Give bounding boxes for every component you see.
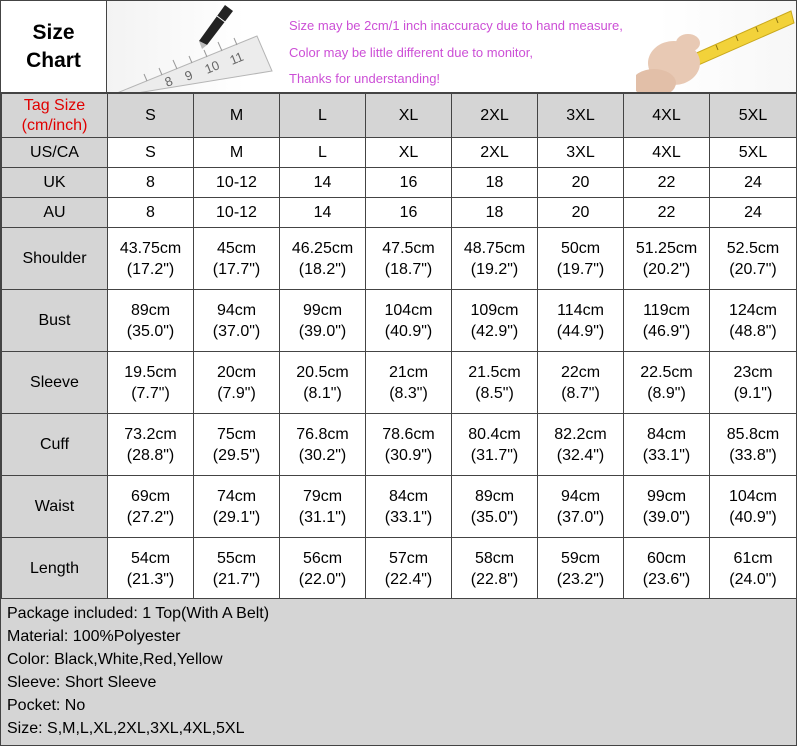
inch-value: (18.2") bbox=[298, 260, 347, 278]
inch-value: (20.2") bbox=[642, 260, 691, 278]
table-cell bbox=[108, 414, 194, 476]
inch-value: (9.1") bbox=[733, 384, 773, 402]
info-sleeve: Sleeve: Short Sleeve bbox=[7, 674, 157, 691]
table-cell bbox=[538, 414, 624, 476]
table-cell: 18 bbox=[452, 168, 538, 198]
cm-value: 51.25cm bbox=[635, 239, 698, 257]
cuff-row bbox=[2, 414, 797, 476]
note-thanks: Thanks for understanding! bbox=[289, 71, 441, 86]
cm-value: 76.8cm bbox=[296, 425, 349, 443]
size-header-cell: 2XL bbox=[452, 94, 538, 138]
uk-row bbox=[2, 168, 797, 198]
info-color: Color: Black,White,Red,Yellow bbox=[7, 651, 223, 668]
size-header-cell: 5XL bbox=[710, 94, 797, 138]
table-cell bbox=[710, 414, 797, 476]
inch-value: (35.0") bbox=[470, 508, 519, 526]
cm-value: 57cm bbox=[388, 549, 429, 567]
cm-value: 99cm bbox=[646, 487, 687, 505]
table-cell bbox=[538, 476, 624, 538]
size-chart-title bbox=[1, 1, 107, 93]
table-cell: 18 bbox=[452, 198, 538, 228]
table-cell bbox=[624, 352, 710, 414]
table-cell: 20 bbox=[538, 198, 624, 228]
cm-value: 78.6cm bbox=[382, 425, 435, 443]
inch-value: (35.0") bbox=[126, 322, 175, 340]
cm-value: 124cm bbox=[728, 301, 778, 319]
table-cell bbox=[366, 476, 452, 538]
row-label: Waist bbox=[2, 476, 108, 538]
cm-value: 52.5cm bbox=[726, 239, 780, 257]
cm-value: 22.5cm bbox=[640, 363, 693, 381]
table-cell bbox=[280, 476, 366, 538]
cm-value: 20.5cm bbox=[296, 363, 349, 381]
table-cell: 2XL bbox=[452, 138, 538, 168]
inch-value: (22.8") bbox=[470, 570, 519, 588]
table-cell bbox=[280, 352, 366, 414]
table-cell bbox=[538, 290, 624, 352]
cm-value: 43.75cm bbox=[119, 239, 182, 257]
table-cell: M bbox=[194, 138, 280, 168]
inch-value: (22.0") bbox=[298, 570, 347, 588]
inch-value: (30.9") bbox=[384, 446, 433, 464]
table-cell: 14 bbox=[280, 168, 366, 198]
title-line-1: Size bbox=[32, 20, 75, 44]
table-cell: 16 bbox=[366, 198, 452, 228]
inch-value: (37.0") bbox=[556, 508, 605, 526]
cm-value: 99cm bbox=[302, 301, 343, 319]
table-cell bbox=[194, 290, 280, 352]
cm-value: 46.25cm bbox=[291, 239, 354, 257]
cm-value: 84cm bbox=[646, 425, 687, 443]
table-cell bbox=[366, 352, 452, 414]
cm-value: 114cm bbox=[557, 301, 604, 319]
inch-value: (7.9") bbox=[217, 384, 256, 402]
inch-value: (40.9") bbox=[384, 322, 433, 340]
table-cell bbox=[280, 290, 366, 352]
table-cell: S bbox=[108, 138, 194, 168]
table-cell: 10-12 bbox=[194, 198, 280, 228]
table-cell bbox=[538, 352, 624, 414]
note-hand-measure: Size may be 2cm/1 inch inaccuracy due to hand measure, bbox=[289, 18, 623, 33]
cm-value: 94cm bbox=[560, 487, 601, 505]
table-cell bbox=[624, 228, 710, 290]
size-header-cell: L bbox=[280, 94, 366, 138]
inch-value: (33.1") bbox=[384, 508, 433, 526]
inch-value: (8.9") bbox=[647, 384, 686, 402]
table-cell bbox=[624, 414, 710, 476]
inch-value: (46.9") bbox=[642, 322, 691, 340]
tape-measure-hand-illustration bbox=[636, 1, 796, 93]
table-cell bbox=[280, 414, 366, 476]
table-cell bbox=[366, 414, 452, 476]
table-cell bbox=[194, 414, 280, 476]
cm-value: 55cm bbox=[216, 549, 257, 567]
inch-value: (19.7") bbox=[556, 260, 605, 278]
measurement-banner bbox=[107, 1, 796, 93]
inch-value: (31.7") bbox=[470, 446, 519, 464]
table-cell bbox=[624, 538, 710, 600]
inch-value: (21.7") bbox=[212, 570, 261, 588]
cm-value: 89cm bbox=[474, 487, 515, 505]
cm-value: 82.2cm bbox=[554, 425, 607, 443]
cm-value: 89cm bbox=[130, 301, 171, 319]
inch-value: (33.8") bbox=[729, 446, 777, 464]
cm-value: 19.5cm bbox=[124, 363, 177, 381]
cm-value: 109cm bbox=[470, 301, 519, 319]
cm-value: 58cm bbox=[474, 549, 515, 567]
cm-value: 119cm bbox=[643, 301, 690, 319]
table-cell: 5XL bbox=[710, 138, 797, 168]
inch-value: (27.2") bbox=[126, 508, 175, 526]
table-cell bbox=[280, 228, 366, 290]
cm-value: 45cm bbox=[216, 239, 257, 257]
inch-value: (20.7") bbox=[729, 260, 777, 278]
cm-value: 21cm bbox=[388, 363, 429, 381]
inch-value: (28.8") bbox=[126, 446, 175, 464]
sleeve-row bbox=[2, 352, 797, 414]
cm-value: 22cm bbox=[560, 363, 601, 381]
tag-size-row bbox=[2, 94, 797, 138]
note-color-monitor: Color may be little different due to monitor, bbox=[289, 45, 533, 60]
inch-value: (21.3") bbox=[126, 570, 175, 588]
table-cell bbox=[538, 538, 624, 600]
cm-value: 48.75cm bbox=[463, 239, 526, 257]
ruler-number-4: 11 bbox=[227, 48, 246, 68]
inch-value: (7.7") bbox=[131, 384, 170, 402]
cm-value: 50cm bbox=[560, 239, 601, 257]
cm-value: 54cm bbox=[130, 549, 171, 567]
table-cell bbox=[194, 228, 280, 290]
tag-size-label-line-2: (cm/inch) bbox=[21, 116, 88, 134]
table-cell: 10-12 bbox=[194, 168, 280, 198]
table-cell bbox=[452, 476, 538, 538]
row-label: Sleeve bbox=[2, 352, 108, 414]
au-row bbox=[2, 198, 797, 228]
cm-value: 84cm bbox=[388, 487, 429, 505]
inch-value: (42.9") bbox=[470, 322, 519, 340]
table-cell bbox=[108, 352, 194, 414]
size-header-cell: 3XL bbox=[538, 94, 624, 138]
inch-value: (48.8") bbox=[729, 322, 777, 340]
inch-value: (29.5") bbox=[212, 446, 261, 464]
table-cell bbox=[194, 538, 280, 600]
table-cell: 8 bbox=[108, 168, 194, 198]
inch-value: (39.0") bbox=[642, 508, 691, 526]
table-cell: 22 bbox=[624, 168, 710, 198]
cm-value: 104cm bbox=[728, 487, 778, 505]
inch-value: (44.9") bbox=[556, 322, 605, 340]
cm-value: 21.5cm bbox=[468, 363, 521, 381]
table-cell bbox=[452, 538, 538, 600]
table-cell: L bbox=[280, 138, 366, 168]
table-cell: 20 bbox=[538, 168, 624, 198]
table-cell bbox=[108, 538, 194, 600]
size-header-cell: M bbox=[194, 94, 280, 138]
table-cell bbox=[452, 414, 538, 476]
cm-value: 75cm bbox=[216, 425, 257, 443]
inch-value: (17.7") bbox=[212, 260, 261, 278]
table-cell bbox=[108, 476, 194, 538]
inch-value: (30.2") bbox=[298, 446, 347, 464]
inch-value: (24.0") bbox=[729, 570, 777, 588]
cm-value: 59cm bbox=[560, 549, 601, 567]
cm-value: 73.2cm bbox=[124, 425, 177, 443]
table-cell: 14 bbox=[280, 198, 366, 228]
size-table bbox=[1, 93, 797, 600]
inch-value: (39.0") bbox=[298, 322, 347, 340]
table-cell bbox=[710, 476, 797, 538]
table-cell: 22 bbox=[624, 198, 710, 228]
row-label: Length bbox=[2, 538, 108, 600]
table-cell: 24 bbox=[710, 198, 797, 228]
table-cell: 3XL bbox=[538, 138, 624, 168]
inch-value: (31.1") bbox=[298, 508, 347, 526]
table-cell: 24 bbox=[710, 168, 797, 198]
cm-value: 61cm bbox=[733, 549, 773, 567]
table-cell bbox=[194, 352, 280, 414]
table-cell: 8 bbox=[108, 198, 194, 228]
inch-value: (8.5") bbox=[475, 384, 514, 402]
table-cell: 4XL bbox=[624, 138, 710, 168]
table-cell bbox=[710, 290, 797, 352]
cm-value: 23cm bbox=[733, 363, 773, 381]
cm-value: 47.5cm bbox=[382, 239, 435, 257]
info-pocket: Pocket: No bbox=[7, 697, 86, 714]
length-row bbox=[2, 538, 797, 600]
row-label: Cuff bbox=[2, 414, 108, 476]
table-cell bbox=[366, 290, 452, 352]
table-cell bbox=[452, 290, 538, 352]
table-cell bbox=[366, 538, 452, 600]
inch-value: (32.4") bbox=[556, 446, 605, 464]
cm-value: 85.8cm bbox=[726, 425, 780, 443]
cm-value: 80.4cm bbox=[468, 425, 521, 443]
table-cell bbox=[538, 228, 624, 290]
ruler-number-3: 10 bbox=[202, 57, 222, 77]
shoulder-row bbox=[2, 228, 797, 290]
info-package: Package included: 1 Top(With A Belt) bbox=[7, 605, 270, 622]
row-label: US/CA bbox=[2, 138, 108, 168]
table-cell bbox=[710, 538, 797, 600]
cm-value: 79cm bbox=[302, 487, 343, 505]
cm-value: 20cm bbox=[216, 363, 257, 381]
inch-value: (17.2") bbox=[126, 260, 175, 278]
size-header-cell: XL bbox=[366, 94, 452, 138]
product-info bbox=[1, 598, 796, 745]
table-cell bbox=[710, 352, 797, 414]
inch-value: (18.7") bbox=[384, 260, 433, 278]
row-label: UK bbox=[2, 168, 108, 198]
cm-value: 104cm bbox=[384, 301, 433, 319]
inch-value: (37.0") bbox=[212, 322, 261, 340]
waist-row bbox=[2, 476, 797, 538]
inch-value: (8.1") bbox=[303, 384, 342, 402]
info-material: Material: 100%Polyester bbox=[7, 628, 181, 645]
table-cell bbox=[108, 290, 194, 352]
table-cell bbox=[452, 352, 538, 414]
inch-value: (8.3") bbox=[389, 384, 428, 402]
ruler-pen-illustration bbox=[107, 1, 277, 93]
bust-row bbox=[2, 290, 797, 352]
table-cell bbox=[452, 228, 538, 290]
row-label: Shoulder bbox=[2, 228, 108, 290]
inch-value: (29.1") bbox=[212, 508, 261, 526]
table-cell: 16 bbox=[366, 168, 452, 198]
table-cell bbox=[108, 228, 194, 290]
ruler-number-1: 8 bbox=[162, 73, 175, 90]
inch-value: (40.9") bbox=[729, 508, 777, 526]
inch-value: (19.2") bbox=[470, 260, 519, 278]
inch-value: (23.6") bbox=[642, 570, 691, 588]
size-header-cell: 4XL bbox=[624, 94, 710, 138]
row-label: AU bbox=[2, 198, 108, 228]
inch-value: (8.7") bbox=[561, 384, 600, 402]
table-cell: XL bbox=[366, 138, 452, 168]
table-cell bbox=[624, 290, 710, 352]
table-cell bbox=[624, 476, 710, 538]
cm-value: 60cm bbox=[646, 549, 687, 567]
cm-value: 69cm bbox=[130, 487, 171, 505]
tag-size-label bbox=[2, 94, 108, 138]
title-line-2: Chart bbox=[26, 48, 81, 72]
table-cell bbox=[194, 476, 280, 538]
us-ca-row bbox=[2, 138, 797, 168]
inch-value: (23.2") bbox=[556, 570, 605, 588]
row-label: Bust bbox=[2, 290, 108, 352]
cm-value: 94cm bbox=[216, 301, 257, 319]
table-cell bbox=[366, 228, 452, 290]
cm-value: 74cm bbox=[216, 487, 257, 505]
table-cell bbox=[710, 228, 797, 290]
inch-value: (22.4") bbox=[384, 570, 433, 588]
ruler-number-2: 9 bbox=[182, 67, 195, 84]
info-size: Size: S,M,L,XL,2XL,3XL,4XL,5XL bbox=[7, 720, 245, 737]
inch-value: (33.1") bbox=[642, 446, 691, 464]
table-cell bbox=[280, 538, 366, 600]
tag-size-label-line-1: Tag Size bbox=[23, 96, 86, 114]
cm-value: 56cm bbox=[302, 549, 343, 567]
size-header-cell: S bbox=[108, 94, 194, 138]
